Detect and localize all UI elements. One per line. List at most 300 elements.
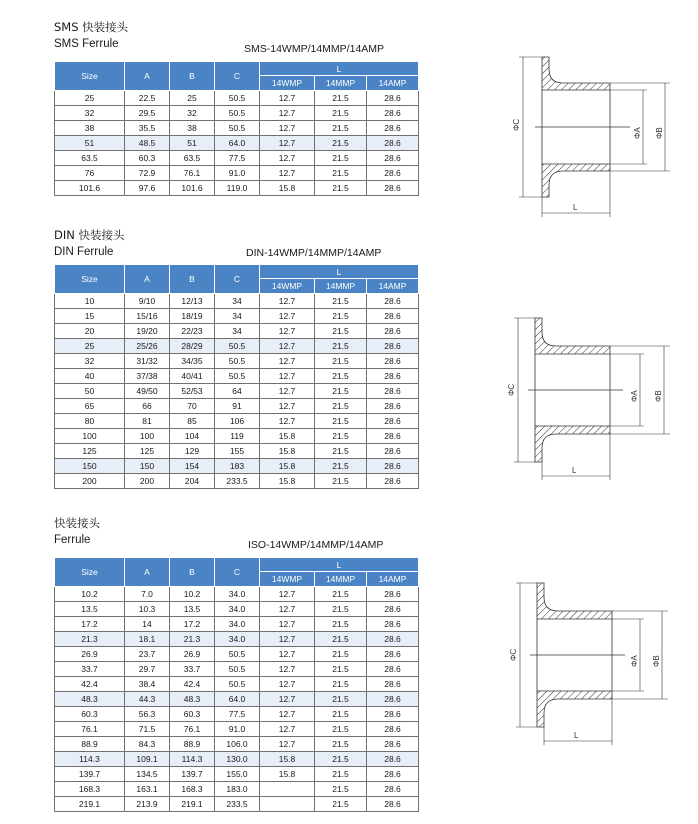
table-row	[55, 737, 419, 752]
table-cell: 28.6	[367, 324, 419, 339]
table-cell	[260, 797, 315, 812]
table-cell: 12/13	[170, 294, 215, 309]
table-cell: 66	[125, 399, 170, 414]
header-14amp: 14AMP	[367, 279, 419, 294]
table-cell: 15.8	[260, 767, 315, 782]
table-cell: 150	[125, 459, 170, 474]
table-cell: 106.0	[215, 737, 260, 752]
table-cell: 56.3	[125, 707, 170, 722]
table-cell: 51	[170, 136, 215, 151]
table-cell: 28.6	[367, 647, 419, 662]
table-cell: 13.5	[170, 602, 215, 617]
header-l: L	[260, 62, 419, 76]
dim-l-label: L	[574, 731, 579, 740]
table-cell: 21.3	[55, 632, 125, 647]
table-cell: 21.3	[170, 632, 215, 647]
table-cell: 34.0	[215, 587, 260, 602]
table-cell: 40/41	[170, 369, 215, 384]
table-cell: 60.3	[170, 707, 215, 722]
table-cell: 28.6	[367, 617, 419, 632]
table-cell: 21.5	[315, 474, 367, 489]
table-cell: 50.5	[215, 339, 260, 354]
table-cell: 21.5	[315, 444, 367, 459]
table-cell: 21.5	[315, 294, 367, 309]
table-cell: 34.0	[215, 632, 260, 647]
table-cell: 139.7	[55, 767, 125, 782]
table-cell: 97.6	[125, 181, 170, 196]
table-cell: 50.5	[215, 121, 260, 136]
table-cell: 10.3	[125, 602, 170, 617]
header-14mmp: 14MMP	[315, 76, 367, 91]
table-cell: 17.2	[170, 617, 215, 632]
table-cell: 155.0	[215, 767, 260, 782]
table-row	[55, 106, 419, 121]
table-cell: 29.5	[125, 106, 170, 121]
table-cell: 33.7	[55, 662, 125, 677]
table-cell: 163.1	[125, 782, 170, 797]
table-cell: 42.4	[55, 677, 125, 692]
table-cell: 12.7	[260, 617, 315, 632]
table-cell: 134.5	[125, 767, 170, 782]
table-row	[55, 369, 419, 384]
table-cell: 32	[55, 106, 125, 121]
table-cell: 12.7	[260, 369, 315, 384]
table-cell: 64.0	[215, 136, 260, 151]
table-cell: 233.5	[215, 474, 260, 489]
table-cell: 18/19	[170, 309, 215, 324]
header-size: Size	[55, 558, 125, 587]
table-cell: 19/20	[125, 324, 170, 339]
table-cell: 155	[215, 444, 260, 459]
table-cell: 12.7	[260, 166, 315, 181]
table-cell: 28.6	[367, 399, 419, 414]
table-cell: 101.6	[170, 181, 215, 196]
table-row	[55, 91, 419, 106]
table-cell: 20	[55, 324, 125, 339]
table-row	[55, 677, 419, 692]
table-cell: 28.6	[367, 459, 419, 474]
table-row	[55, 324, 419, 339]
header-c: C	[215, 558, 260, 587]
table-cell: 28.6	[367, 339, 419, 354]
table-cell: 28/29	[170, 339, 215, 354]
table-cell: 12.7	[260, 151, 315, 166]
header-14wmp: 14WMP	[260, 76, 315, 91]
table-row	[55, 474, 419, 489]
table-cell: 28.6	[367, 662, 419, 677]
table-cell: 40	[55, 369, 125, 384]
table-cell: 183	[215, 459, 260, 474]
table-cell: 88.9	[170, 737, 215, 752]
table-cell: 28.6	[367, 414, 419, 429]
dim-c-label: ΦC	[507, 383, 516, 396]
table-cell: 21.5	[315, 166, 367, 181]
section-title-en: DIN Ferrule	[54, 246, 114, 258]
ferrule-drawing	[498, 310, 683, 490]
table-cell: 64	[215, 384, 260, 399]
table-cell: 10.2	[55, 587, 125, 602]
table-cell: 21.5	[315, 369, 367, 384]
header-size: Size	[55, 265, 125, 294]
header-14mmp: 14MMP	[315, 279, 367, 294]
ferrule-drawing	[505, 47, 690, 227]
table-cell: 21.5	[315, 617, 367, 632]
table-cell: 51	[55, 136, 125, 151]
table-cell: 15.8	[260, 752, 315, 767]
table-row	[55, 166, 419, 181]
table-cell: 34	[215, 324, 260, 339]
table-cell: 233.5	[215, 797, 260, 812]
table-cell: 35.5	[125, 121, 170, 136]
table-cell: 12.7	[260, 324, 315, 339]
table-cell: 77.5	[215, 707, 260, 722]
table-cell: 50.5	[215, 91, 260, 106]
table-cell: 21.5	[315, 632, 367, 647]
table-cell: 60.3	[55, 707, 125, 722]
table-cell: 15.8	[260, 474, 315, 489]
dim-c-label: ΦC	[512, 118, 521, 131]
table-row	[55, 602, 419, 617]
dim-a-label: ΦA	[633, 127, 642, 139]
table-cell: 28.6	[367, 166, 419, 181]
table-cell: 21.5	[315, 797, 367, 812]
table-cell: 21.5	[315, 121, 367, 136]
table-cell: 28.6	[367, 722, 419, 737]
table-cell: 76	[55, 166, 125, 181]
table-cell: 15	[55, 309, 125, 324]
table-cell: 48.3	[55, 692, 125, 707]
table-row	[55, 752, 419, 767]
table-cell: 63.5	[170, 151, 215, 166]
section-title-cn: DIN 快装接头	[54, 228, 125, 242]
header-14wmp: 14WMP	[260, 279, 315, 294]
table-cell: 50.5	[215, 677, 260, 692]
table-cell: 28.6	[367, 444, 419, 459]
table-cell: 50.5	[215, 369, 260, 384]
table-cell: 25	[170, 91, 215, 106]
table-cell: 114.3	[170, 752, 215, 767]
table-cell: 28.6	[367, 737, 419, 752]
table-cell: 63.5	[55, 151, 125, 166]
table-cell: 21.5	[315, 309, 367, 324]
table-cell: 25/26	[125, 339, 170, 354]
table-row	[55, 294, 419, 309]
table-cell: 13.5	[55, 602, 125, 617]
table-cell: 28.6	[367, 632, 419, 647]
header-14amp: 14AMP	[367, 76, 419, 91]
table-cell: 130.0	[215, 752, 260, 767]
table-cell: 12.7	[260, 354, 315, 369]
header-a: A	[125, 62, 170, 91]
table-cell: 139.7	[170, 767, 215, 782]
table-cell: 12.7	[260, 121, 315, 136]
model-code: DIN-14WMP/14MMP/14AMP	[246, 247, 382, 259]
table-cell: 21.5	[315, 767, 367, 782]
table-cell: 21.5	[315, 722, 367, 737]
table-cell: 154	[170, 459, 215, 474]
table-cell: 48.3	[170, 692, 215, 707]
table-cell: 219.1	[170, 797, 215, 812]
spec-table	[54, 264, 419, 489]
table-cell: 21.5	[315, 181, 367, 196]
table-cell: 32	[170, 106, 215, 121]
header-c: C	[215, 265, 260, 294]
table-cell: 219.1	[55, 797, 125, 812]
model-code: ISO-14WMP/14MMP/14AMP	[248, 539, 384, 551]
table-row	[55, 339, 419, 354]
dim-l-label: L	[572, 466, 577, 475]
dim-c-label: ΦC	[509, 648, 518, 661]
table-cell: 34	[215, 294, 260, 309]
table-cell: 28.6	[367, 121, 419, 136]
table-row	[55, 767, 419, 782]
table-cell: 28.6	[367, 294, 419, 309]
table-cell: 22/23	[170, 324, 215, 339]
table-cell: 37/38	[125, 369, 170, 384]
table-cell: 200	[55, 474, 125, 489]
table-cell: 28.6	[367, 429, 419, 444]
table-cell: 38	[170, 121, 215, 136]
table-cell: 52/53	[170, 384, 215, 399]
table-cell: 32	[55, 354, 125, 369]
table-cell: 28.6	[367, 91, 419, 106]
table-row	[55, 707, 419, 722]
table-cell: 80	[55, 414, 125, 429]
header-14wmp: 14WMP	[260, 572, 315, 587]
table-cell: 9/10	[125, 294, 170, 309]
table-cell: 21.5	[315, 737, 367, 752]
table-row	[55, 722, 419, 737]
table-cell: 14	[125, 617, 170, 632]
table-cell: 21.5	[315, 459, 367, 474]
section-title-cn: 快装接头	[54, 516, 100, 530]
table-cell: 70	[170, 399, 215, 414]
table-cell: 28.6	[367, 707, 419, 722]
table-cell: 12.7	[260, 414, 315, 429]
table-cell: 28.6	[367, 151, 419, 166]
header-a: A	[125, 558, 170, 587]
table-cell: 28.6	[367, 602, 419, 617]
table-row	[55, 399, 419, 414]
table-cell: 7.0	[125, 587, 170, 602]
table-cell: 183.0	[215, 782, 260, 797]
table-cell: 21.5	[315, 429, 367, 444]
table-cell: 42.4	[170, 677, 215, 692]
table-cell: 106	[215, 414, 260, 429]
table-cell: 25	[55, 339, 125, 354]
spec-table	[54, 61, 419, 196]
table-cell: 15/16	[125, 309, 170, 324]
header-l: L	[260, 558, 419, 572]
table-cell: 21.5	[315, 151, 367, 166]
table-cell: 114.3	[55, 752, 125, 767]
table-cell: 60.3	[125, 151, 170, 166]
table-cell: 10.2	[170, 587, 215, 602]
table-cell: 119.0	[215, 181, 260, 196]
table-cell: 15.8	[260, 459, 315, 474]
table-cell: 18.1	[125, 632, 170, 647]
table-cell: 21.5	[315, 677, 367, 692]
header-c: C	[215, 62, 260, 91]
table-cell: 28.6	[367, 797, 419, 812]
header-14amp: 14AMP	[367, 572, 419, 587]
table-cell: 12.7	[260, 737, 315, 752]
table-cell: 125	[55, 444, 125, 459]
table-cell: 12.7	[260, 647, 315, 662]
table-cell: 21.5	[315, 707, 367, 722]
table-cell: 29.7	[125, 662, 170, 677]
table-row	[55, 384, 419, 399]
table-cell: 34	[215, 309, 260, 324]
table-cell: 12.7	[260, 602, 315, 617]
table-cell: 50.5	[215, 662, 260, 677]
table-cell: 49/50	[125, 384, 170, 399]
table-cell: 21.5	[315, 91, 367, 106]
table-cell: 28.6	[367, 181, 419, 196]
table-cell: 21.5	[315, 136, 367, 151]
table-cell: 76.1	[170, 166, 215, 181]
table-row	[55, 354, 419, 369]
table-cell: 100	[125, 429, 170, 444]
table-cell: 21.5	[315, 399, 367, 414]
table-cell: 21.5	[315, 782, 367, 797]
table-cell: 25	[55, 91, 125, 106]
table-cell: 38	[55, 121, 125, 136]
table-row	[55, 181, 419, 196]
dim-a-label: ΦA	[630, 390, 639, 402]
table-cell: 12.7	[260, 399, 315, 414]
dim-a-label: ΦA	[630, 655, 639, 667]
dim-b-label: ΦB	[655, 127, 664, 139]
table-cell: 12.7	[260, 384, 315, 399]
section-title-en: SMS Ferrule	[54, 38, 119, 50]
table-cell: 125	[125, 444, 170, 459]
table-cell: 48.5	[125, 136, 170, 151]
table-cell: 119	[215, 429, 260, 444]
table-cell: 21.5	[315, 752, 367, 767]
table-row	[55, 662, 419, 677]
table-cell: 15.8	[260, 444, 315, 459]
table-cell: 72.9	[125, 166, 170, 181]
table-row	[55, 309, 419, 324]
table-cell: 12.7	[260, 677, 315, 692]
table-cell: 12.7	[260, 707, 315, 722]
table-cell: 91.0	[215, 166, 260, 181]
table-cell: 71.5	[125, 722, 170, 737]
table-row	[55, 647, 419, 662]
table-cell: 50	[55, 384, 125, 399]
table-cell: 12.7	[260, 309, 315, 324]
header-b: B	[170, 62, 215, 91]
table-cell: 44.3	[125, 692, 170, 707]
table-cell: 38.4	[125, 677, 170, 692]
table-cell: 12.7	[260, 91, 315, 106]
table-cell: 76.1	[170, 722, 215, 737]
table-row	[55, 414, 419, 429]
spec-table	[54, 557, 419, 812]
table-cell: 28.6	[367, 474, 419, 489]
table-cell: 204	[170, 474, 215, 489]
table-cell: 129	[170, 444, 215, 459]
dim-b-label: ΦB	[654, 390, 663, 402]
header-14mmp: 14MMP	[315, 572, 367, 587]
table-cell: 109.1	[125, 752, 170, 767]
table-cell: 28.6	[367, 309, 419, 324]
table-cell: 28.6	[367, 369, 419, 384]
table-row	[55, 121, 419, 136]
table-cell: 77.5	[215, 151, 260, 166]
table-cell: 91.0	[215, 722, 260, 737]
table-cell: 101.6	[55, 181, 125, 196]
model-code: SMS-14WMP/14MMP/14AMP	[244, 43, 385, 55]
table-cell: 22.5	[125, 91, 170, 106]
header-l: L	[260, 265, 419, 279]
table-cell: 104	[170, 429, 215, 444]
table-cell: 28.6	[367, 692, 419, 707]
table-cell: 12.7	[260, 692, 315, 707]
table-cell: 91	[215, 399, 260, 414]
table-cell: 50.5	[215, 647, 260, 662]
table-cell: 28.6	[367, 677, 419, 692]
table-cell: 21.5	[315, 354, 367, 369]
table-cell: 10	[55, 294, 125, 309]
table-cell: 28.6	[367, 752, 419, 767]
header-b: B	[170, 265, 215, 294]
table-cell	[260, 782, 315, 797]
dim-b-label: ΦB	[652, 655, 661, 667]
header-a: A	[125, 265, 170, 294]
table-cell: 28.6	[367, 782, 419, 797]
ferrule-drawing	[500, 575, 685, 755]
table-cell: 12.7	[260, 294, 315, 309]
table-row	[55, 136, 419, 151]
table-cell: 21.5	[315, 106, 367, 121]
table-cell: 34/35	[170, 354, 215, 369]
table-cell: 34.0	[215, 602, 260, 617]
table-cell: 12.7	[260, 632, 315, 647]
table-row	[55, 632, 419, 647]
table-cell: 65	[55, 399, 125, 414]
table-cell: 26.9	[170, 647, 215, 662]
table-cell: 21.5	[315, 324, 367, 339]
table-row	[55, 587, 419, 602]
table-cell: 12.7	[260, 662, 315, 677]
table-row	[55, 782, 419, 797]
table-cell: 88.9	[55, 737, 125, 752]
table-cell: 12.7	[260, 136, 315, 151]
table-cell: 28.6	[367, 106, 419, 121]
table-row	[55, 429, 419, 444]
table-cell: 17.2	[55, 617, 125, 632]
table-cell: 84.3	[125, 737, 170, 752]
table-cell: 28.6	[367, 587, 419, 602]
table-cell: 50.5	[215, 354, 260, 369]
table-row	[55, 444, 419, 459]
table-cell: 34.0	[215, 617, 260, 632]
dim-l-label: L	[573, 203, 578, 212]
table-cell: 213.9	[125, 797, 170, 812]
table-cell: 15.8	[260, 429, 315, 444]
table-row	[55, 797, 419, 812]
table-row	[55, 617, 419, 632]
table-cell: 28.6	[367, 384, 419, 399]
table-row	[55, 692, 419, 707]
table-cell: 21.5	[315, 384, 367, 399]
table-cell: 76.1	[55, 722, 125, 737]
table-cell: 21.5	[315, 647, 367, 662]
table-cell: 81	[125, 414, 170, 429]
table-cell: 15.8	[260, 181, 315, 196]
